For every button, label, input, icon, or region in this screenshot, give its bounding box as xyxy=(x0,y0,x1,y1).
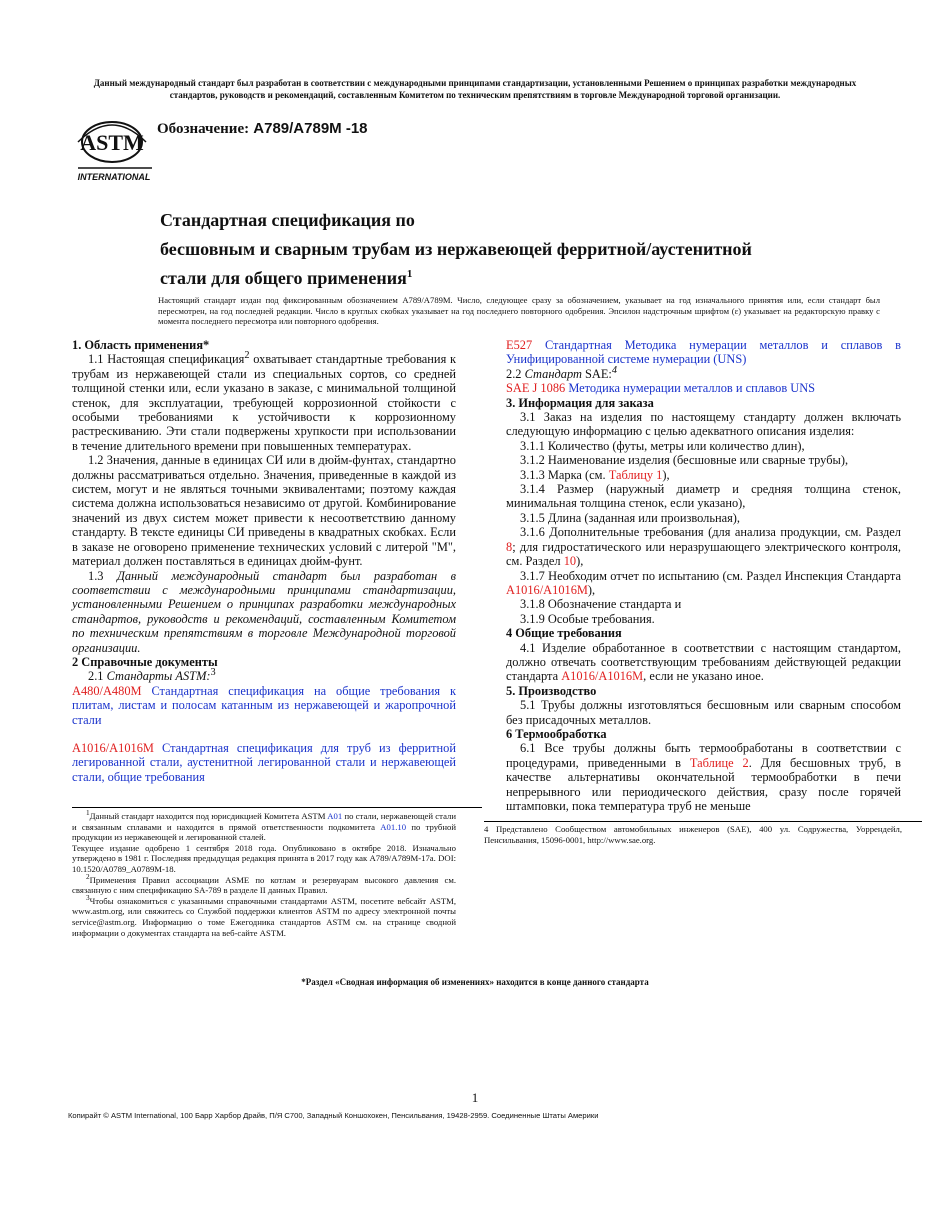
title-line-3: стали для общего применения$^1$ xyxy=(160,268,413,288)
header-note: Данный международный стандарт был разработан в соответствии с международными принципами стандартизации, установленными Решением о принципах разработки международных стандартов, руководств и рекомендаций, составленным Комитетом по техническим препятствиям в торговле Международной торговой организации. xyxy=(93,78,857,100)
paragraph-3-1-5: 3.1.5 Длина (заданная или произвольная), xyxy=(520,510,741,525)
footnote-rule-right xyxy=(484,821,922,822)
paragraph-5-1: 5.1 Трубы должны изготовляться бесшовным или сварным способом без присадочных металлов. xyxy=(506,698,901,727)
table-1-link[interactable]: Таблицу 1 xyxy=(608,467,663,482)
reference-e527: E527 Стандартная Методика нумерации металлов и сплавов в Унифицированной системе нумерации (UNS) xyxy=(506,338,901,367)
paragraph-3-1-1: 3.1.1 Количество (футы, метры или количество длин), xyxy=(520,438,805,453)
designation-code: A789/A789M -18 xyxy=(253,120,368,137)
a1016-link[interactable]: A1016/A1016M xyxy=(506,582,588,597)
section-6-heading: 6 Термообработка xyxy=(506,726,607,741)
footnote-3: $^3$Чтобы ознакомиться с указанными справочными стандартами ASTM, посетите вебсайт ASTM, www.astm.org, или свяжитесь со Службой поддержки клиентов ASTM по адресу электронной почты service@astm.org. Информацию о томе Ежегодника стандартов ASTM см. на странице сводной информации о документах стандарта на веб-сайте ASTM. xyxy=(72,893,456,938)
paragraph-3-1-6: 3.1.6 Дополнительные требования (для анализа продукции, см. Раздел 8; для гидростатического или неразрушающего электрического контроля, см. Раздел 10), xyxy=(506,525,901,569)
summary-note: *Раздел «Сводная информация об изменениях» находится в конце данного стандарта xyxy=(301,977,649,987)
table-2-link[interactable]: Таблице 2 xyxy=(689,755,749,770)
section-4-heading: 4 Общие требования xyxy=(506,626,622,641)
footnotes-right xyxy=(484,824,902,845)
right-column xyxy=(506,338,901,813)
footnote-1-edition: Текущее издание одобрено 1 сентября 2018 года. Опубликовано в октябре 2018. Изначально утверждено в 1981 г. Последняя предыдущая редакция принята в 2017 году как A789/A789M-17a. DOI: 10.1520/A0789_A0789M-18. xyxy=(72,842,456,874)
section-2-heading: 2 Справочные документы xyxy=(72,654,218,669)
paragraph-3-1-9: 3.1.9 Особые требования. xyxy=(520,611,655,626)
paragraph-2-2: 2.2 Стандарт SAE:$^4$ xyxy=(506,364,618,381)
section-8-link[interactable]: 8 xyxy=(506,539,513,554)
designation-label: Обозначение: xyxy=(157,121,250,137)
paragraph-3-1-2: 3.1.2 Наименование изделия (бесшовные или сварные трубы), xyxy=(520,453,849,468)
title-footnote-mark[interactable]: 1 xyxy=(406,268,413,280)
reference-a480: A480/A480M Стандартная спецификация на общие требования к плитам, листам и полосам катанным из нержавеющей и жаропрочной стали xyxy=(72,683,456,727)
reference-a1016: A1016/A1016M Стандартная спецификация для труб из ферритной легированной стали, аустенитной легированной стали и нержавеющей стали, общие требования xyxy=(72,740,456,784)
paragraph-6-1: 6.1 Все трубы должны быть термообработаны в соответствии с процедурами, приведенными в Таблице 2. Для бесшовных труб, в качестве альтернативы окончательной термообработки в печи непрерывного или периодического действия, сразу после горячей штамповки, пока температура труб не меньше xyxy=(506,741,901,813)
logo-subtext: INTERNATIONAL xyxy=(77,172,151,182)
section-3-heading: 3. Информация для заказа xyxy=(506,395,654,410)
logo-text: ASTM xyxy=(80,130,144,155)
paragraph-3-1-8: 3.1.8 Обозначение стандарта и xyxy=(520,597,682,612)
reference-a1016-link[interactable]: A1016/A1016M xyxy=(72,740,154,755)
section-10-link[interactable]: 10 xyxy=(563,554,577,569)
reference-sae-link[interactable]: SAE J 1086 xyxy=(506,381,566,396)
title-line-2: бесшовным и сварным трубам из нержавеющей ферритной/аустенитной xyxy=(160,239,752,259)
footnotes-left xyxy=(72,811,456,938)
left-column xyxy=(72,338,456,784)
committee-a01-link[interactable]: A01 xyxy=(327,811,343,821)
footnote-4: 4 Представлено Сообществом автомобильных инженеров (SAE), 400 ул. Содружества, Уоррендейл, Пенсильвания, 15096-0001, http://www.sae.org. xyxy=(484,824,902,845)
paragraph-3-1-3: 3.1.3 Марка (см. Таблицу 1), xyxy=(520,467,670,482)
footnote-2: $^2$Применения Правил ассоциации ASME по котлам и резервуарам высокого давления см. связанную с ним спецификацию SA-789 в разделе II данных Правил. xyxy=(72,872,456,896)
astm-logo xyxy=(74,112,156,186)
document-title xyxy=(160,206,860,293)
reference-sae: SAE J 1086 Методика нумерации металлов и сплавов UNS xyxy=(506,381,816,396)
a1016-link-2[interactable]: A1016/A1016M xyxy=(561,669,644,684)
paragraph-1-2: 1.2 Значения, данные в единицах СИ или в дюйм-фунтах, стандартно должны рассматриваться отдельно. Значения, приведенные в каждой из систем, могут и не являться точными эквивалентами; поэтому каждая система должна использоваться независимо от другой. Комбинирование значений из двух систем может привести к несоответствию данному стандарту. В тексте единицы СИ приведены в квадратных скобках. Если в заказе не оговорено применение технических условий с литерой "M", материал должен поставляться в единицах дюйм-фунт. xyxy=(72,453,456,569)
title-line-1: Стандартная спецификация по xyxy=(160,210,415,230)
page-number: 1 xyxy=(471,1090,479,1105)
reference-a480-link[interactable]: A480/A480M xyxy=(72,683,142,698)
section-1-heading: 1. Область применения* xyxy=(72,338,210,352)
paragraph-3-1-7: 3.1.7 Необходим отчет по испытанию (см. Раздел Инспекция Стандарта A1016/A1016M), xyxy=(506,568,901,597)
edition-note: Настоящий стандарт издан под фиксированным обозначением A789/A789M. Число, следующее сразу за обозначением, указывает на год изначального принятия или, если стандарт был пересмотрен, на год последней редакции. Число в круглых скобках указывает на год последнего повторного одобрения. Эпсилон надстрочным шрифтом (ε) указывает на редакторскую правку с момента последнего пересмотра или повторного одобрения. xyxy=(158,295,880,326)
paragraph-3-1: 3.1 Заказ на изделия по настоящему стандарту должен включать следующую информацию с целью адекватного описания изделия: xyxy=(506,410,901,439)
paragraph-2-1: 2.1 Стандарты ASTM:$^3$ xyxy=(88,667,216,684)
paragraph-3-1-4: 3.1.4 Размер (наружный диаметр и средняя толщина стенок, минимальная толщина стенок, если указано), xyxy=(506,482,901,511)
copyright: Копирайт © ASTM International, 100 Барр Харбор Драйв, П/Я C700, Западный Коншохокен, Пенсильвания, 19428-2959. Соединенные Штаты Америки xyxy=(68,1111,599,1120)
footnote-rule-left xyxy=(72,807,482,808)
paragraph-4-1: 4.1 Изделие обработанное в соответствии с настоящим стандартом, должно отвечать соответствующим требованиям действующей редакции стандарта A1016/A1016M, если не указано иное. xyxy=(506,640,901,684)
designation xyxy=(157,120,368,138)
subcommittee-a01-10-link[interactable]: A01.10 xyxy=(380,821,407,832)
reference-e527-link[interactable]: E527 xyxy=(506,338,533,352)
paragraph-1-1: 1.1 Настоящая спецификация$^2$ охватывает стандартные требования к трубам из нержавеющей стали из специальных сортов, со средней толщиной стенки или, если указано в заказе, с минимальной толщиной стенок, для эксплуатации, требующей коррозионной стойкости с особыми требованиями к устойчивости к коррозионному растрескиванию. Эти стали подвержены хрупкости при использовании в течение длительного времени при повышенных температурах. xyxy=(72,350,456,453)
footnote-1: $^1$Данный стандарт находится под юрисдикцией Комитета ASTM A01 по стали, нержавеющей стали и связанным сплавами и находится в прямой ответственности подкомитета A01.10 по трубной продукции из нержавеющей и легированной сталей. xyxy=(72,809,456,843)
paragraph-1-3: 1.3 Данный международный стандарт был разработан в соответствии с международными принципами стандартизации, установленными Решением о принципах разработки международных стандартов, руководств и рекомендаций, составленным Комитетом по техническим препятствиям в торговле Международной торговой организации. xyxy=(72,568,456,655)
section-5-heading: 5. Производство xyxy=(506,683,597,698)
